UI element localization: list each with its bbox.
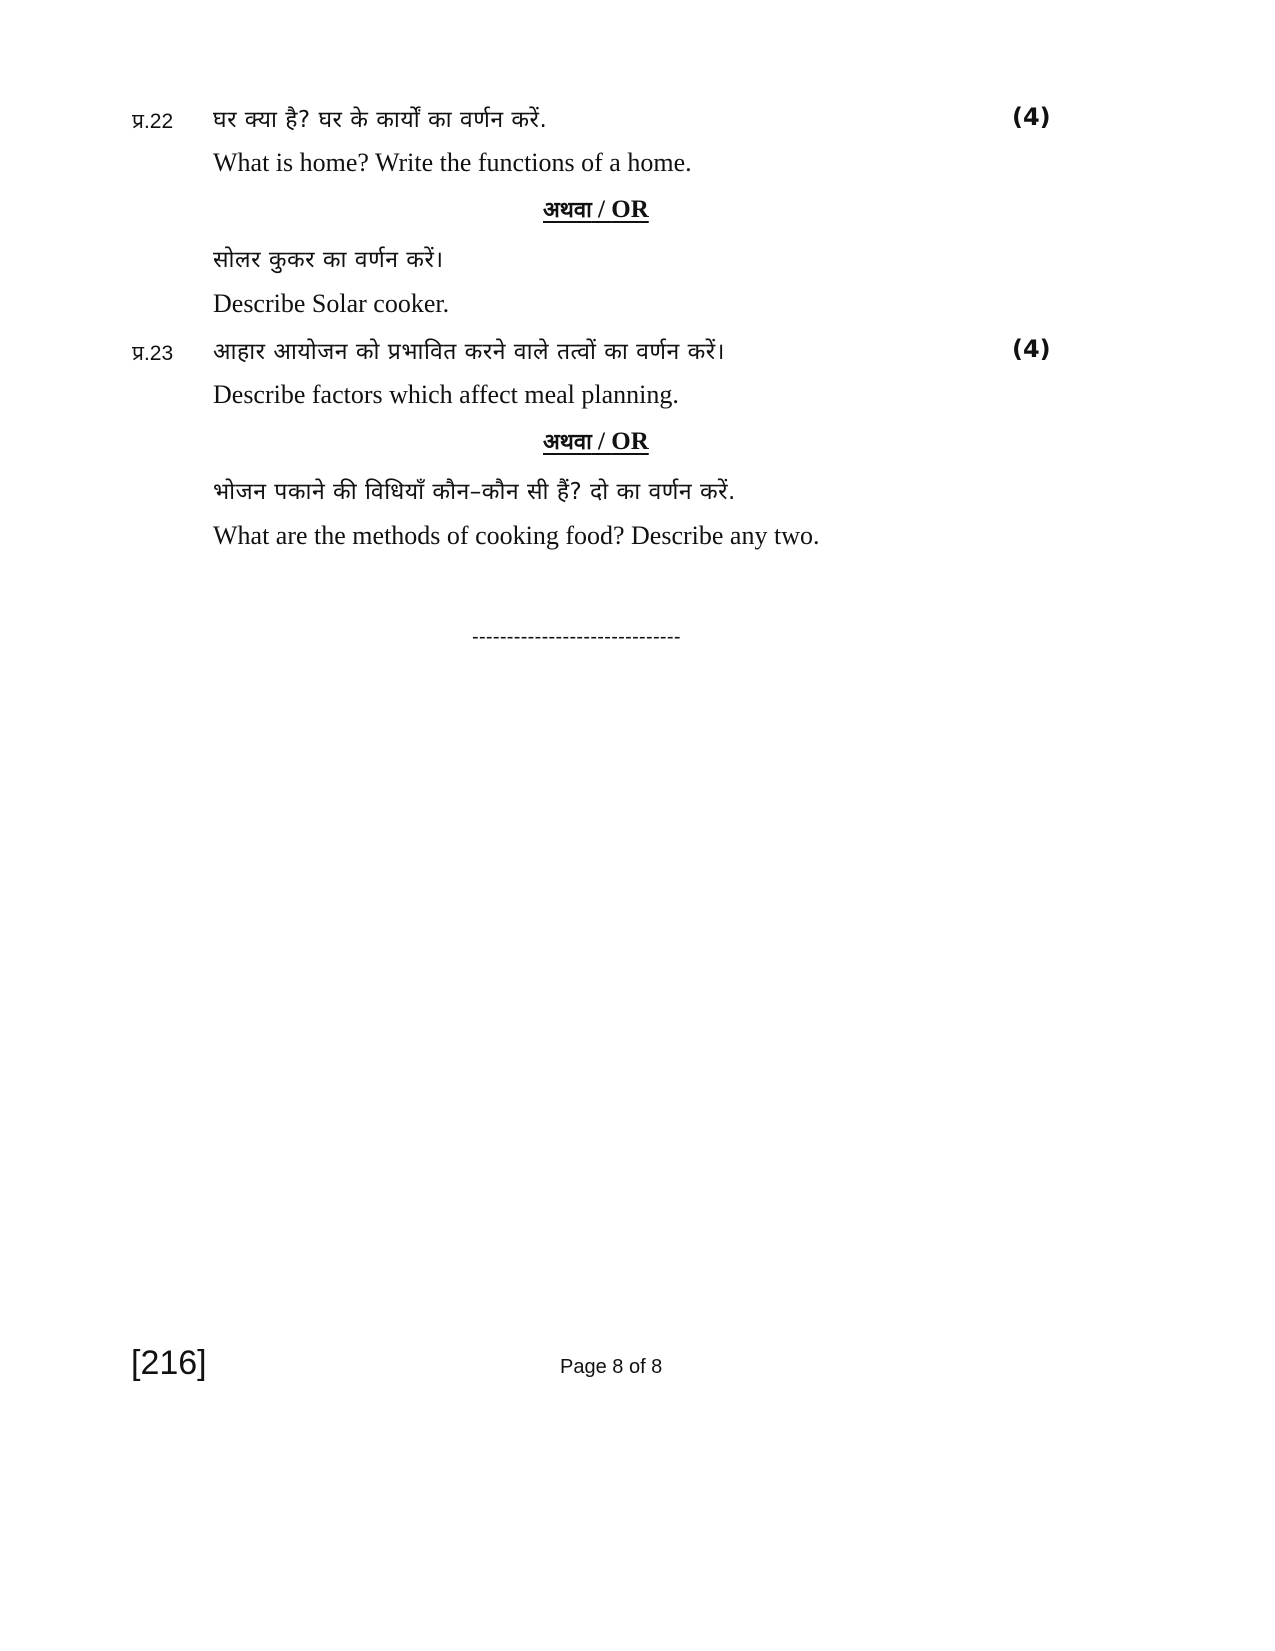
question-marks: (4)	[1012, 335, 1051, 363]
alternate-question-english: What are the methods of cooking food? Describe any two.	[213, 521, 820, 550]
or-divider	[543, 194, 649, 224]
or-label-hindi: अथवा	[543, 198, 592, 223]
end-of-paper-marker: ------------------------------	[472, 626, 681, 648]
or-separator: /	[591, 428, 612, 455]
question-marks: (4)	[1012, 103, 1051, 131]
or-separator: /	[591, 196, 612, 223]
alternate-question-hindi: सोलर कुकर का वर्णन करें।	[213, 247, 444, 273]
or-label-english: OR	[611, 196, 649, 223]
or-label-english: OR	[611, 428, 649, 455]
page-number: Page 8 of 8	[560, 1356, 663, 1378]
question-number: प्र.23	[132, 342, 174, 365]
question-text-hindi: घर क्या है? घर के कार्यों का वर्णन करें.	[213, 107, 548, 133]
question-number: प्र.22	[132, 110, 174, 133]
or-divider	[543, 426, 649, 456]
question-text-english: What is home? Write the functions of a home.	[213, 148, 692, 177]
paper-code: [216]	[131, 1344, 207, 1382]
alternate-question-hindi: भोजन पकाने की विधियाँ कौन–कौन सी हैं? दो का वर्णन करें.	[213, 479, 736, 505]
question-text-english: Describe factors which affect meal planning.	[213, 380, 679, 409]
or-label-hindi: अथवा	[543, 430, 592, 455]
question-text-hindi: आहार आयोजन को प्रभावित करने वाले तत्वों का वर्णन करें।	[213, 339, 725, 365]
alternate-question-english: Describe Solar cooker.	[213, 289, 450, 318]
